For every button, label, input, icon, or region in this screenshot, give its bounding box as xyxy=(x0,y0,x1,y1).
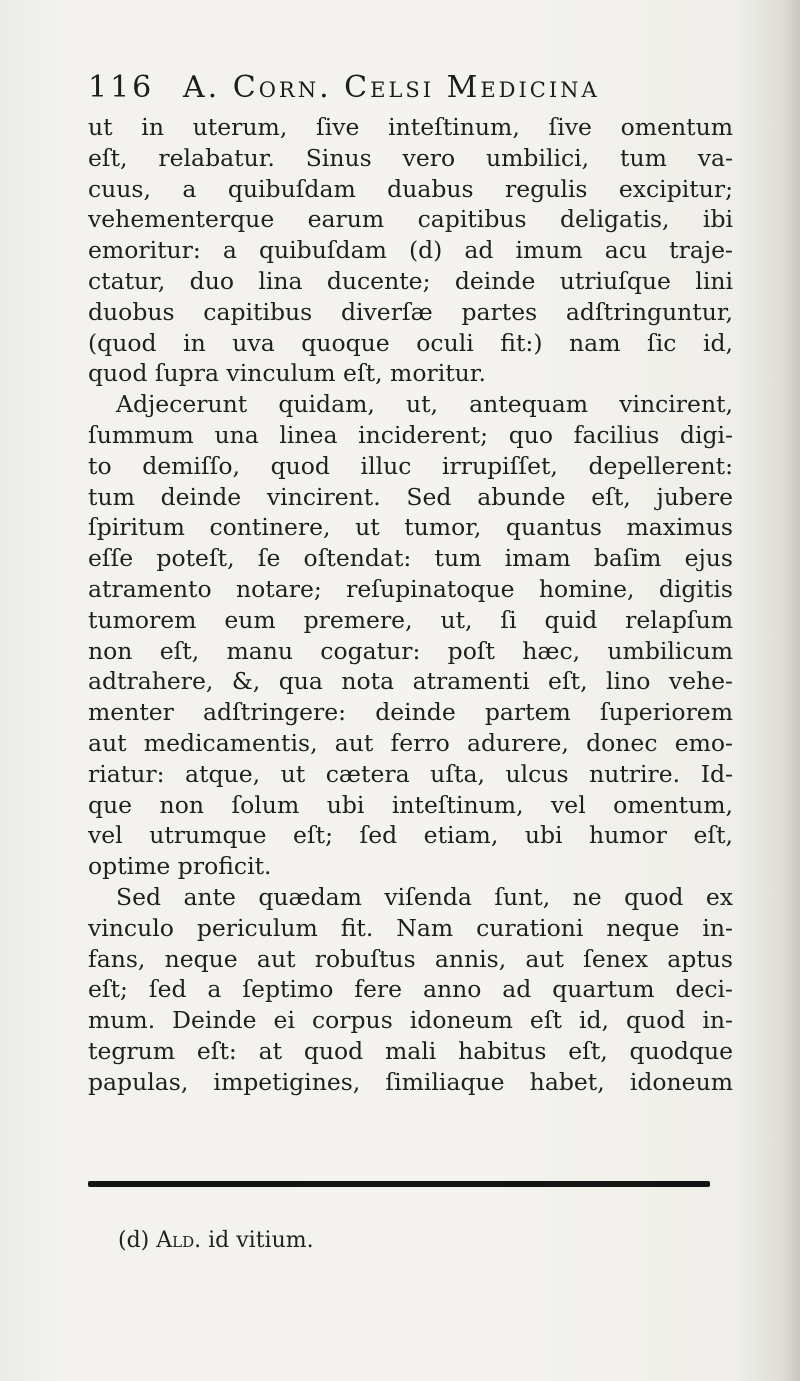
text-line: tum deinde vincirent. Sed abunde eſt, jubere xyxy=(88,482,733,511)
text-line: tumorem eum premere, ut, ſi quid relapſum xyxy=(88,605,733,634)
text-line: emoritur: a quibuſdam (d) ad imum acu traje- xyxy=(88,236,733,265)
text-line: eſt, relabatur. Sinus vero umbilici, tum va- xyxy=(88,143,733,172)
text-line: Adjecerunt quidam, ut, antequam vincirent, xyxy=(116,390,733,419)
text-line: quod ſupra vinculum eſt, moritur. xyxy=(88,359,486,388)
running-title: A. Corn. Celsi Medicina xyxy=(183,70,600,105)
text-line: papulas, impetigines, ſimiliaque habet, idoneum xyxy=(88,1067,733,1096)
text-line: eſt; ſed a ſeptimo fere anno ad quartum deci- xyxy=(88,975,733,1004)
text-line: vehementerque earum capitibus deligatis, ibi xyxy=(88,205,733,234)
text-line: adtrahere, &, qua nota atramenti eſt, lino vehe- xyxy=(88,667,733,696)
footnote-source: Ald. xyxy=(156,1228,202,1253)
body-text xyxy=(88,112,733,1098)
text-line: tegrum eſt: at quod mali habitus eſt, quodque xyxy=(88,1036,733,1065)
text-line: menter adſtringere: deinde partem ſuperiorem xyxy=(88,698,733,727)
text-line: vel utrumque eſt; ſed etiam, ubi humor eſt, xyxy=(88,821,733,850)
text-line: Sed ante quædam viſenda ſunt, ne quod ex xyxy=(116,882,733,911)
text-line: to demiſſo, quod illuc irrupiſſet, depellerent: xyxy=(88,451,733,480)
text-line: fans, neque aut robuſtus annis, aut ſenex aptus xyxy=(88,944,733,973)
page-header xyxy=(88,70,728,110)
text-line: ut in uterum, ſive inteſtinum, ſive omentum xyxy=(88,113,733,141)
footnote-rule xyxy=(88,1181,710,1187)
footnote-marker: (d) xyxy=(118,1228,150,1253)
footnote-text: id vitium. xyxy=(208,1228,314,1253)
text-line: aut medicamentis, aut ferro adurere, donec emo- xyxy=(88,728,733,757)
text-line: vinculo periculum fit. Nam curationi neque in- xyxy=(88,913,733,942)
text-line: ſummum una linea inciderent; quo facilius digi- xyxy=(88,420,733,449)
text-line: cuus, a quibuſdam duabus regulis excipitur; xyxy=(88,174,733,203)
text-line: non eſt, manu cogatur: poſt hæc, umbilicum xyxy=(88,636,733,665)
text-line: (quod in uva quoque oculi fit:) nam ſic id, xyxy=(88,328,733,357)
text-line: mum. Deinde ei corpus idoneum eſt id, quod in- xyxy=(88,1006,733,1035)
text-line: ctatur, duo lina ducente; deinde utriuſque lini xyxy=(88,266,733,295)
text-line: atramento notare; reſupinatoque homine, digitis xyxy=(88,574,733,603)
text-line: ſpiritum continere, ut tumor, quantus maximus xyxy=(88,513,733,542)
text-line: duobus capitibus diverſæ partes adſtringuntur, xyxy=(88,297,733,326)
footnote xyxy=(118,1228,314,1253)
page-number: 116 xyxy=(88,70,155,105)
text-line: riatur: atque, ut cætera uſta, ulcus nutrire. Id- xyxy=(88,759,733,788)
text-line: optime proficit. xyxy=(88,852,272,881)
text-line: eſſe poteſt, ſe oſtendat: tum imam baſim ejus xyxy=(88,544,733,573)
text-line: que non ſolum ubi inteſtinum, vel omentum, xyxy=(88,790,733,819)
